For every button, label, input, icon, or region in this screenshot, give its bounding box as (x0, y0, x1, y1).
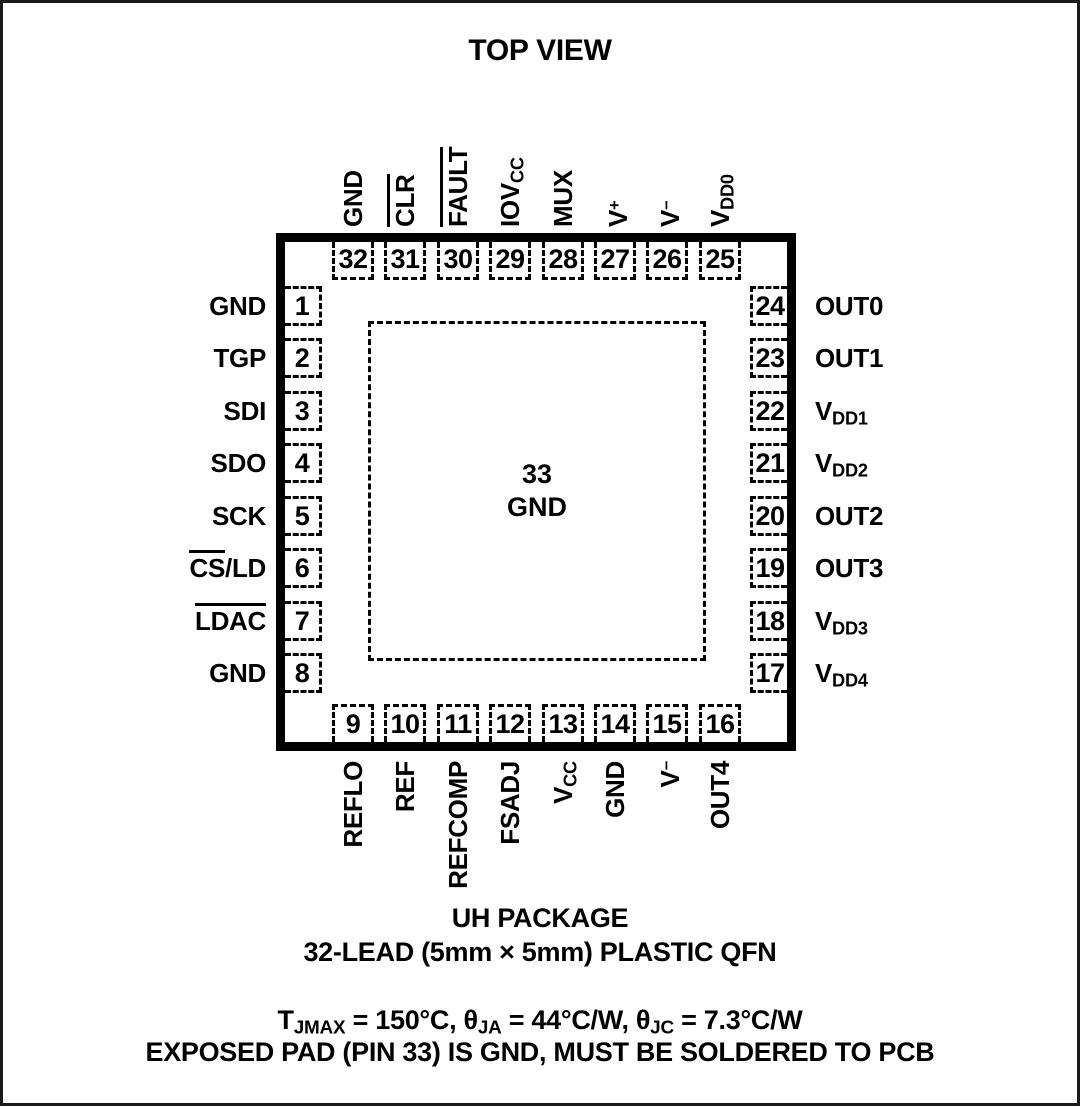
pin-number-21: 21 (755, 447, 785, 478)
pin-label-26 (652, 27, 685, 227)
exposed-pad-number: 33 (521, 459, 553, 489)
subscript-text: JC (650, 1017, 674, 1039)
pin-label-10 (390, 761, 420, 961)
label-text: OUT0 (815, 291, 884, 321)
subscript-text: CC (560, 761, 581, 787)
pin-label-25 (705, 27, 743, 227)
pin-box-13 (542, 704, 584, 742)
pin-box-16 (699, 704, 741, 742)
pin-number-27: 27 (600, 244, 630, 274)
label-text: REFLO (338, 761, 368, 848)
pin-label-7 (43, 605, 266, 637)
label-text: = 150°C, θ (345, 1005, 478, 1035)
pin-label-17 (815, 657, 868, 697)
subscript-text: JA (477, 1017, 502, 1039)
pin-number-22: 22 (755, 395, 785, 426)
label-text: TGP (213, 343, 266, 373)
label-text: MUX (548, 170, 578, 227)
pin-box-7 (285, 601, 322, 641)
pin-label-28 (548, 27, 578, 227)
label-text: GND (600, 761, 630, 818)
subscript-text: JMAX (293, 1017, 346, 1039)
label-text: GND (338, 170, 368, 227)
pin-number-24: 24 (755, 290, 785, 321)
pin-number-15: 15 (652, 709, 682, 739)
overline-text: FAULT (440, 147, 473, 227)
exposed-pad (368, 321, 706, 661)
pin-number-23: 23 (755, 342, 785, 373)
pin-box-14 (594, 704, 636, 742)
pin-number-19: 19 (755, 552, 785, 583)
label-text: IOV (495, 183, 525, 227)
pin-number-1: 1 (294, 290, 310, 321)
pin-label-23 (815, 342, 883, 374)
pin-number-13: 13 (548, 709, 578, 739)
pin-box-2 (285, 338, 322, 378)
label-text: SDI (223, 396, 266, 426)
pin-box-20 (750, 496, 787, 536)
pin-box-26 (646, 242, 688, 280)
overline-text: LDAC (195, 603, 266, 636)
label-text: OUT4 (705, 761, 735, 830)
label-text: V (654, 209, 685, 227)
pin-box-4 (285, 443, 322, 483)
pin-label-4 (43, 447, 266, 479)
pin-label-15 (652, 761, 685, 961)
label-text: GND (209, 291, 266, 321)
pin-number-4: 4 (294, 447, 310, 478)
pin-number-29: 29 (495, 244, 525, 274)
label-text: SCK (212, 501, 266, 531)
subscript-text: DD2 (832, 460, 868, 481)
pin-box-28 (542, 242, 584, 280)
pin-number-28: 28 (548, 244, 578, 274)
pin-number-25: 25 (705, 244, 735, 274)
pin-box-24 (750, 286, 787, 326)
overline-text: CLR (387, 174, 420, 227)
label-text: V (815, 658, 833, 688)
label-text: = 7.3°C/W (673, 1005, 803, 1035)
label-text: GND (209, 658, 266, 688)
pin-box-11 (437, 704, 479, 742)
label-text: = 44°C/W, θ (501, 1005, 651, 1035)
pin-box-12 (489, 704, 531, 742)
exposed-pad-label: GND (507, 492, 567, 522)
label-text: V (815, 396, 833, 426)
pin-number-18: 18 (755, 605, 785, 636)
label-text: V (602, 209, 633, 227)
label-text: FSADJ (495, 761, 525, 845)
pin-box-29 (489, 242, 531, 280)
pin-label-13 (548, 761, 586, 961)
pin-label-12 (495, 761, 525, 961)
pin-label-14 (600, 761, 630, 961)
pin-number-11: 11 (444, 709, 472, 739)
pin-label-29 (495, 27, 533, 227)
pin-label-18 (815, 605, 868, 645)
pin-label-21 (815, 447, 868, 487)
label-text: REF (390, 761, 420, 813)
pin-label-2 (43, 342, 266, 374)
subscript-text: DD1 (832, 408, 868, 429)
pin-box-17 (750, 653, 787, 693)
pin-number-12: 12 (495, 709, 525, 739)
pin-box-31 (384, 242, 426, 280)
top-view-label: TOP VIEW (468, 34, 612, 67)
pin-number-30: 30 (443, 244, 473, 274)
pin-label-27 (600, 27, 633, 227)
pin-label-1 (43, 290, 266, 322)
pin-box-30 (437, 242, 479, 280)
label-text: V (815, 606, 833, 636)
pin-number-2: 2 (294, 342, 310, 373)
subscript-text: DD3 (832, 618, 868, 639)
pin-box-19 (750, 548, 787, 588)
pin-box-10 (384, 704, 426, 742)
pin-box-8 (285, 653, 322, 693)
pin-label-16 (705, 761, 735, 961)
pin-label-24 (815, 290, 883, 322)
pin-number-32: 32 (338, 244, 368, 274)
pin-label-11 (443, 761, 473, 961)
pin-label-9 (338, 761, 368, 961)
label-text: REFCOMP (443, 761, 473, 889)
pin-box-21 (750, 443, 787, 483)
label-text: OUT2 (815, 501, 884, 531)
exposed-pad-note: EXPOSED PAD (PIN 33) IS GND, MUST BE SOLDERED TO PCB (145, 1037, 935, 1067)
pin-label-32 (338, 27, 368, 227)
pin-label-31 (390, 27, 420, 227)
label-text: /LD (225, 553, 266, 583)
pin-box-5 (285, 496, 322, 536)
pin-number-5: 5 (294, 500, 310, 531)
superscript-text: − (657, 761, 676, 771)
pin-box-1 (285, 286, 322, 326)
pin-label-20 (815, 500, 883, 532)
pin-number-14: 14 (600, 709, 630, 739)
pin-label-5 (43, 500, 266, 532)
pin-number-7: 7 (294, 605, 310, 636)
pin-box-23 (750, 338, 787, 378)
pin-box-6 (285, 548, 322, 588)
pin-number-9: 9 (345, 709, 361, 739)
label-text: V (548, 786, 578, 804)
pin-label-30 (443, 27, 473, 227)
pin-number-20: 20 (755, 500, 785, 531)
pin-number-3: 3 (294, 395, 310, 426)
pin-label-3 (43, 395, 266, 427)
label-text: OUT3 (815, 553, 884, 583)
pin-label-8 (43, 657, 266, 689)
pin-box-25 (699, 242, 741, 280)
pin-box-9 (332, 704, 374, 742)
pin-number-16: 16 (705, 709, 735, 739)
subscript-text: DD0 (717, 174, 738, 210)
pin-box-18 (750, 601, 787, 641)
label-text: OUT1 (815, 343, 884, 373)
pin-number-26: 26 (652, 244, 682, 274)
pin-box-27 (594, 242, 636, 280)
pin-number-8: 8 (294, 657, 310, 688)
pin-box-32 (332, 242, 374, 280)
pin-number-31: 31 (390, 244, 420, 274)
pin-number-6: 6 (294, 552, 310, 583)
pin-number-10: 10 (390, 709, 420, 739)
pin-box-22 (750, 391, 787, 431)
superscript-text: − (657, 200, 676, 210)
label-text: V (705, 209, 735, 227)
pin-label-19 (815, 552, 883, 584)
pin-box-3 (285, 391, 322, 431)
label-text: T (277, 1005, 294, 1035)
superscript-text: + (605, 200, 624, 210)
pin-label-22 (815, 395, 868, 435)
pin-label-6 (43, 552, 266, 584)
subscript-text: CC (507, 157, 528, 184)
subscript-text: DD4 (832, 670, 868, 691)
package-name: UH PACKAGE (451, 903, 629, 933)
pin-box-15 (646, 704, 688, 742)
label-text: SDO (210, 448, 266, 478)
pin-number-17: 17 (755, 657, 785, 688)
overline-text: CS (189, 550, 225, 583)
label-text: V (815, 448, 833, 478)
package-description: 32-LEAD (5mm × 5mm) PLASTIC QFN (303, 937, 777, 967)
label-text: V (654, 770, 685, 788)
